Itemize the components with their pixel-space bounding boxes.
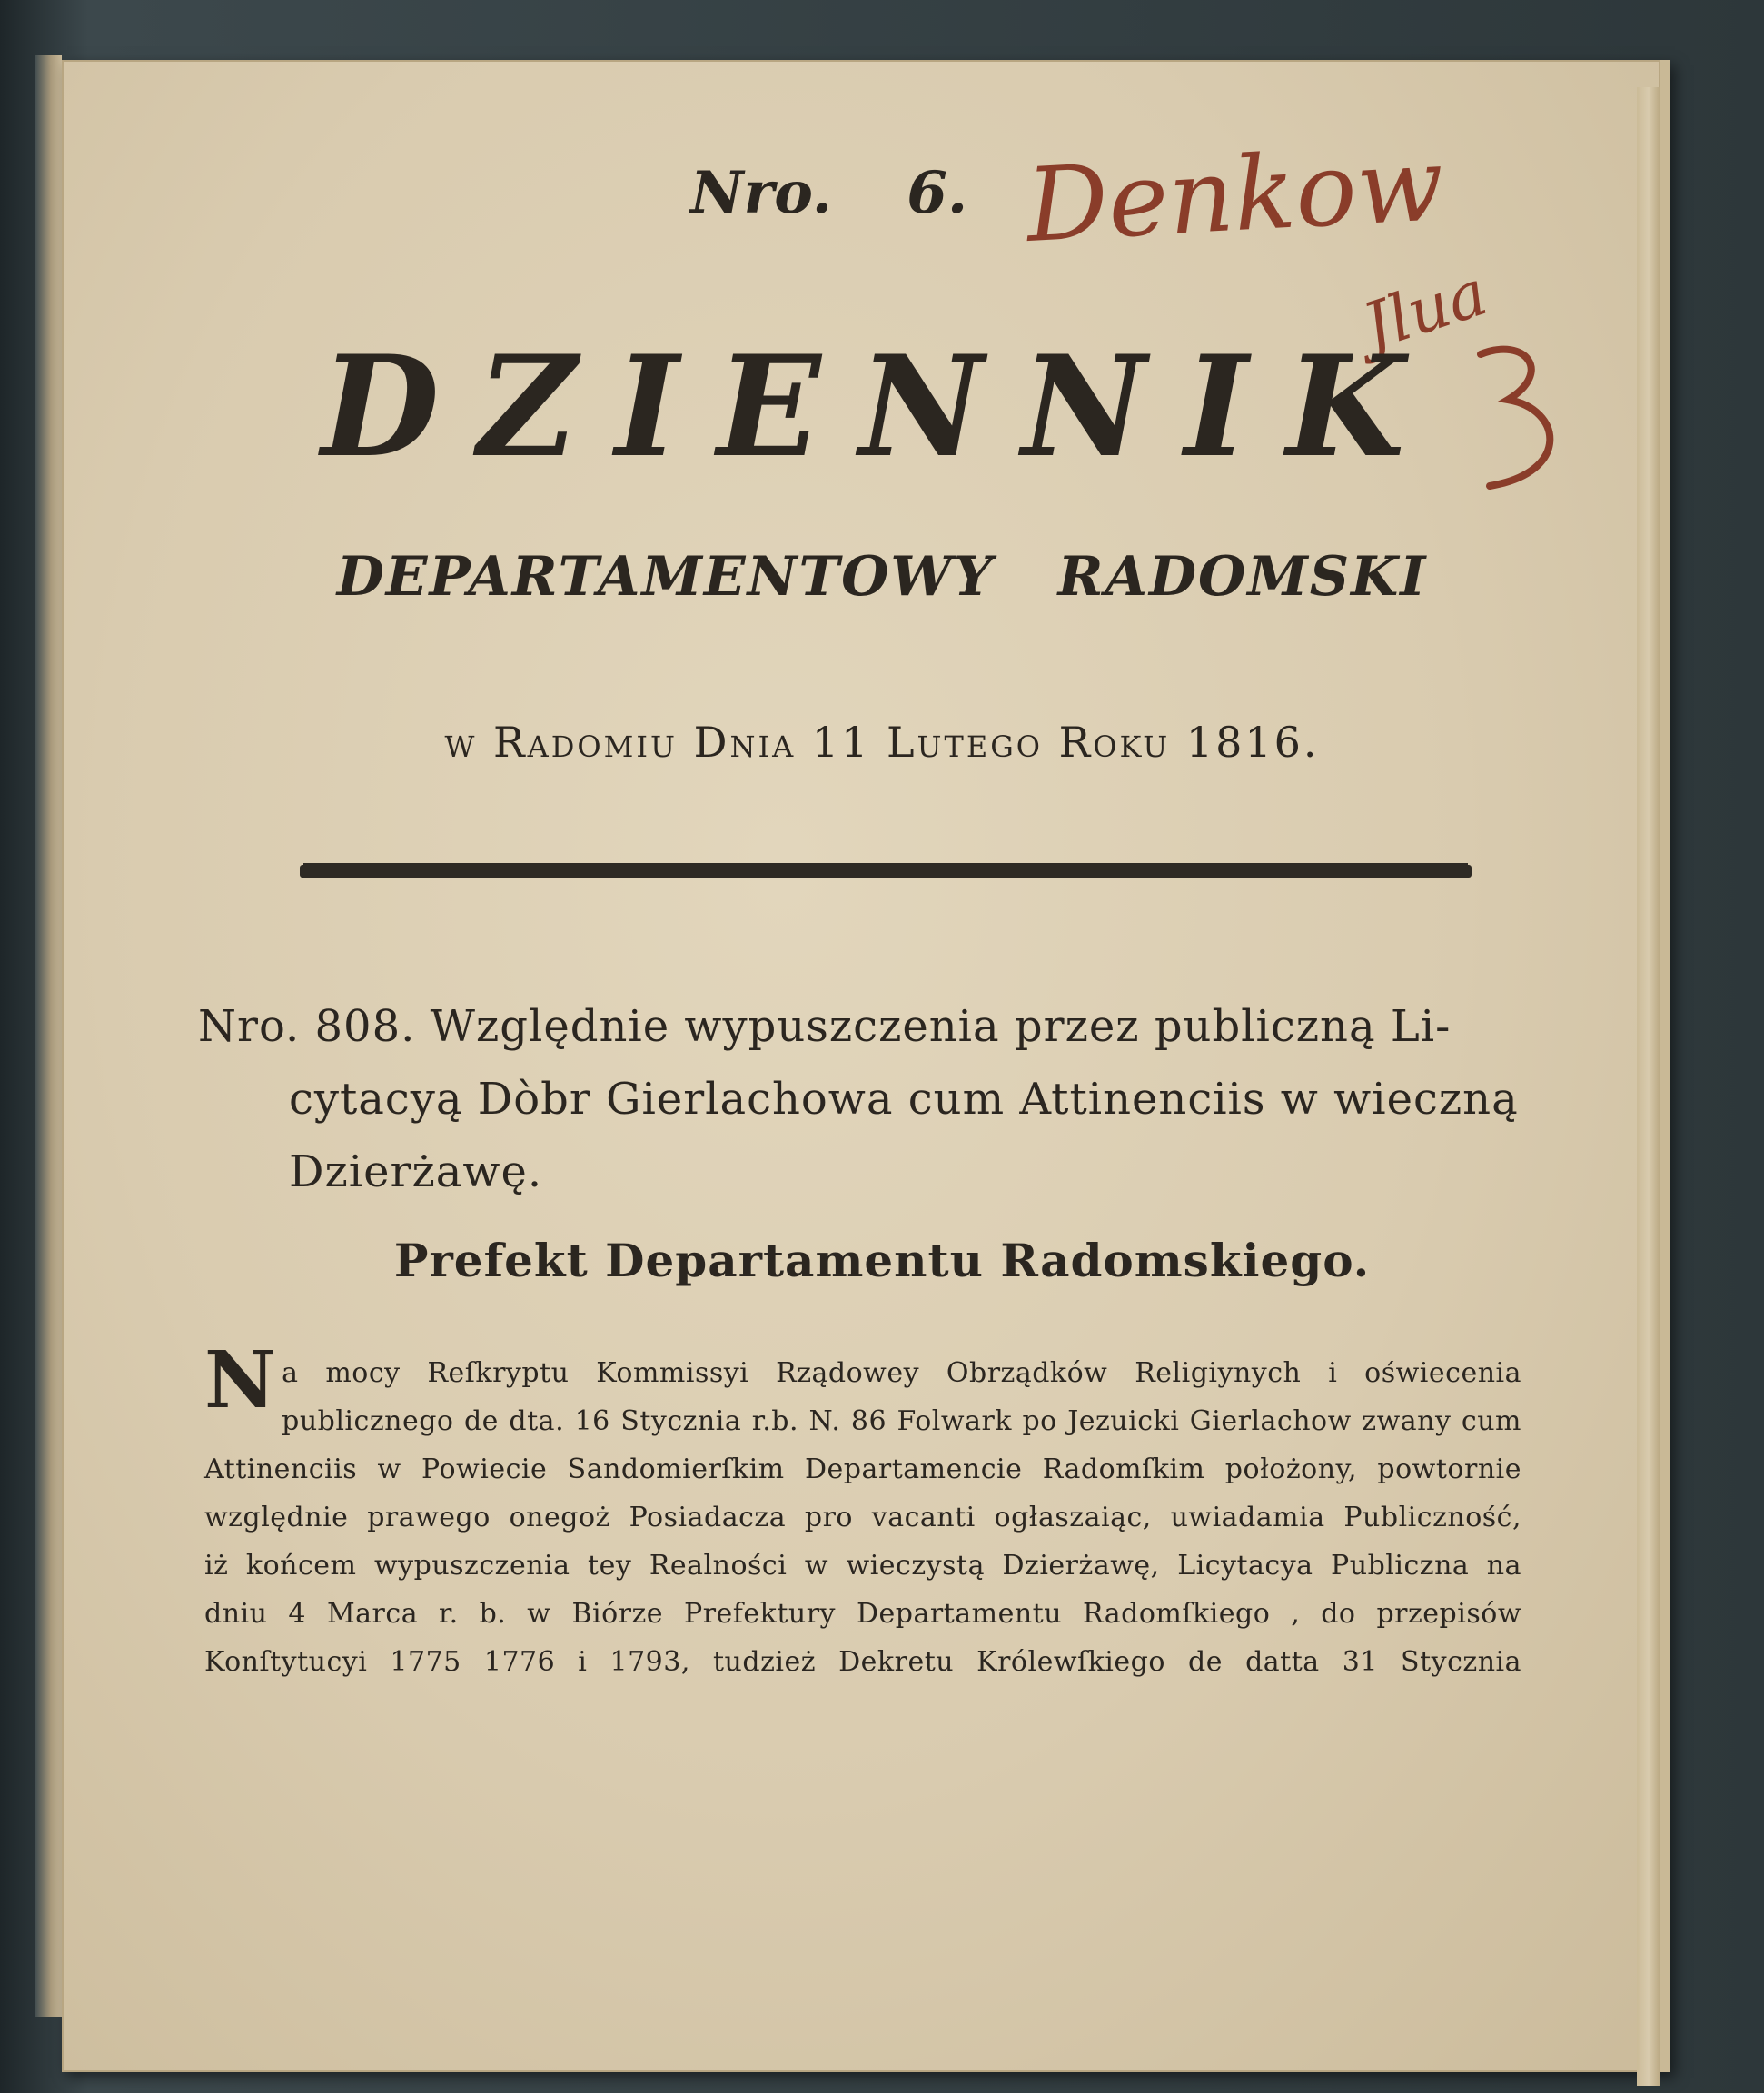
body-line: Konſtytucyi 1775 1776 i 1793, tudzież Dekretu Królewſkiego de datta 31 Stycznia (204, 1646, 1521, 1678)
issue-number (690, 159, 1022, 227)
notice-heading-line1: Nro. 808. Względnie wypuszczenia przez publiczną Li- (198, 1001, 1452, 1052)
newspaper-subtitle (0, 545, 1764, 609)
body-line: publicznego de dta. 16 Stycznia r.b. N. 86 Folwark po Jezuicki Gierlachow zwany cum (282, 1405, 1521, 1437)
issuer-heading: Prefekt Departamentu Radomskiego. (393, 1234, 1371, 1287)
body-line: a mocy Reſkryptu Kommissyi Rządowey Obrządków Religiynych i oświecenia (282, 1357, 1521, 1389)
notice-heading-line2: cytacyą Dòbr Gierlachowa cum Attinenciis w wieczną (289, 1074, 1519, 1125)
handwritten-annotation-second: Jlua (1353, 254, 1496, 365)
issue-number-label: Nro. (690, 159, 833, 227)
notice-heading (198, 990, 1542, 1208)
body-line: względnie prawego onegoż Posiadacza pro vacanti ogłaszaiąc, uwiadamia Publiczność, (204, 1502, 1521, 1533)
handwritten-annotation: Denkow (1023, 125, 1447, 265)
subtitle-word-departamentowy: DEPARTAMENTOWY (336, 545, 995, 609)
notice-body (204, 1334, 1521, 1686)
dateline: w Radomiu Dnia 11 Lutego Roku 1816. (444, 718, 1320, 767)
divider-rule (300, 865, 1472, 878)
body-line: Attinenciis w Powiecie Sandomierſkim Departamencie Radomſkim położony, powtornie (204, 1453, 1521, 1485)
body-line: iż końcem wypuszczenia tey Realności w wieczystą Dzierżawę, Licytacya Publiczna na (204, 1550, 1521, 1582)
subtitle-word-radomski: RADOMSKI (1057, 545, 1428, 609)
newspaper-title: DZIENNIK (321, 325, 1443, 489)
drop-cap: N (204, 1334, 277, 1426)
issue-number-value: 6. (907, 159, 968, 227)
notice-heading-line3: Dzierżawę. (289, 1146, 543, 1197)
body-line: dniu 4 Marca r. b. w Biórze Prefektury Departamentu Radomſkiego , do przepisów (204, 1598, 1521, 1630)
